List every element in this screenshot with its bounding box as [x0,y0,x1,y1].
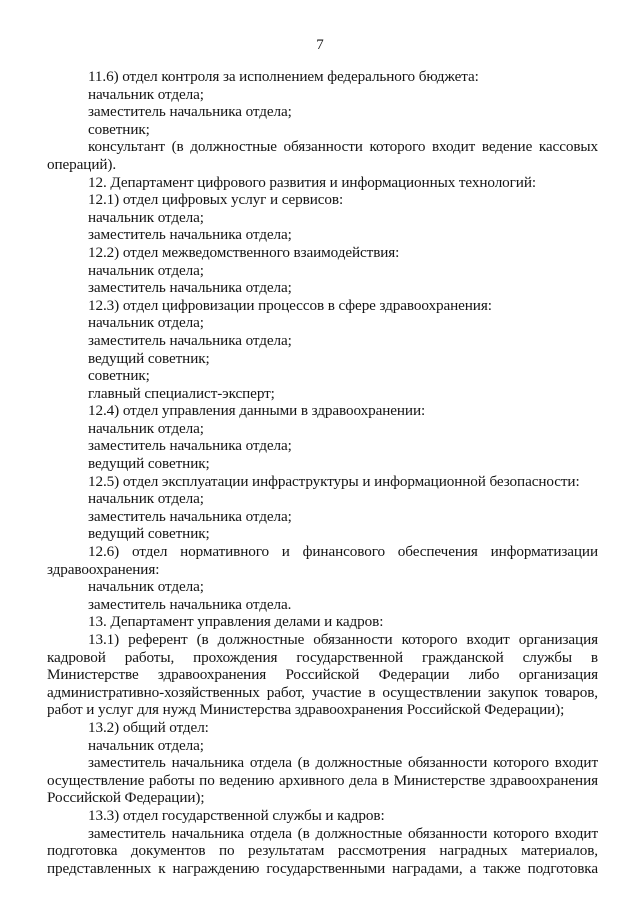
paragraph: 11.6) отдел контроля за исполнением федерального бюджета: [88,68,479,85]
paragraph: 13.1) референт (в должностные обязанности которого входит организация кадровой работы, прохождения государственной гражданской службы в Министерстве здравоохранения Российской Федерации либо организация административно-хозяйственных работ, участие в осуществлении закупок товаров, работ и услуг для нужд Министерства здравоохранения Российской Федерации); [47,631,598,719]
paragraph: 13.2) общий отдел: [88,718,209,736]
page-number: 7 [316,37,324,53]
paragraph: заместитель начальника отдела (в должностные обязанности которого входит подготовка документов по результатам рассмотрения наградных материалов, представленных к награждению государственными наградами, а также подготовка [47,824,598,877]
paragraph: заместитель начальника отдела (в должностные обязанности которого входит осуществление работы по ведению архивного дела в Министерстве здравоохранения Российской Федерации); [47,754,598,807]
paragraph: 12.3) отдел цифровизации процессов в сфере здравоохранения: [88,296,492,314]
paragraph: начальник отдела; [88,208,204,226]
paragraph: ведущий советник; [88,349,210,367]
paragraph: главный специалист-эксперт; [88,384,275,402]
paragraph: консультант (в должностные обязанности которого входит ведение кассовых операций). [47,138,598,173]
paragraph: начальник отдела; [88,85,204,103]
paragraph: заместитель начальника отдела; [88,437,292,455]
paragraph: 12.1) отдел цифровых услуг и сервисов: [88,191,344,209]
paragraph: заместитель начальника отдела; [88,507,292,525]
paragraph: 13. Департамент управления делами и кадров: [88,613,384,631]
paragraph: начальник отдела; [88,736,204,754]
paragraph: начальник отдела; [88,578,204,596]
paragraph: 12.6) отдел нормативного и финансового обеспечения информатизации здравоохранения: [47,543,598,578]
paragraph: 12. Департамент цифрового развития и информационных технологий: [88,173,536,191]
paragraph: 12.5) отдел эксплуатации инфраструктуры и информационной безопасности: [88,472,580,490]
paragraph: заместитель начальника отдела. [88,595,292,613]
paragraph: заместитель начальника отдела; [88,226,292,244]
paragraph: начальник отдела; [88,419,204,437]
paragraph: заместитель начальника отдела; [88,279,292,297]
paragraph: советник; [88,120,150,138]
paragraph: ведущий советник; [88,525,210,543]
paragraph: заместитель начальника отдела; [88,103,292,121]
paragraph: заместитель начальника отдела; [88,331,292,349]
paragraph: начальник отдела; [88,314,204,332]
paragraph: начальник отдела; [88,261,204,279]
paragraph: 12.2) отдел межведомственного взаимодействия: [88,243,400,261]
paragraph: начальник отдела; [88,490,204,508]
paragraph: 13.3) отдел государственной службы и кадров: [88,806,385,824]
document-body [47,68,598,877]
paragraph: советник; [88,367,150,385]
paragraph: ведущий советник; [88,455,210,473]
paragraph: 12.4) отдел управления данными в здравоохранении: [88,402,426,420]
